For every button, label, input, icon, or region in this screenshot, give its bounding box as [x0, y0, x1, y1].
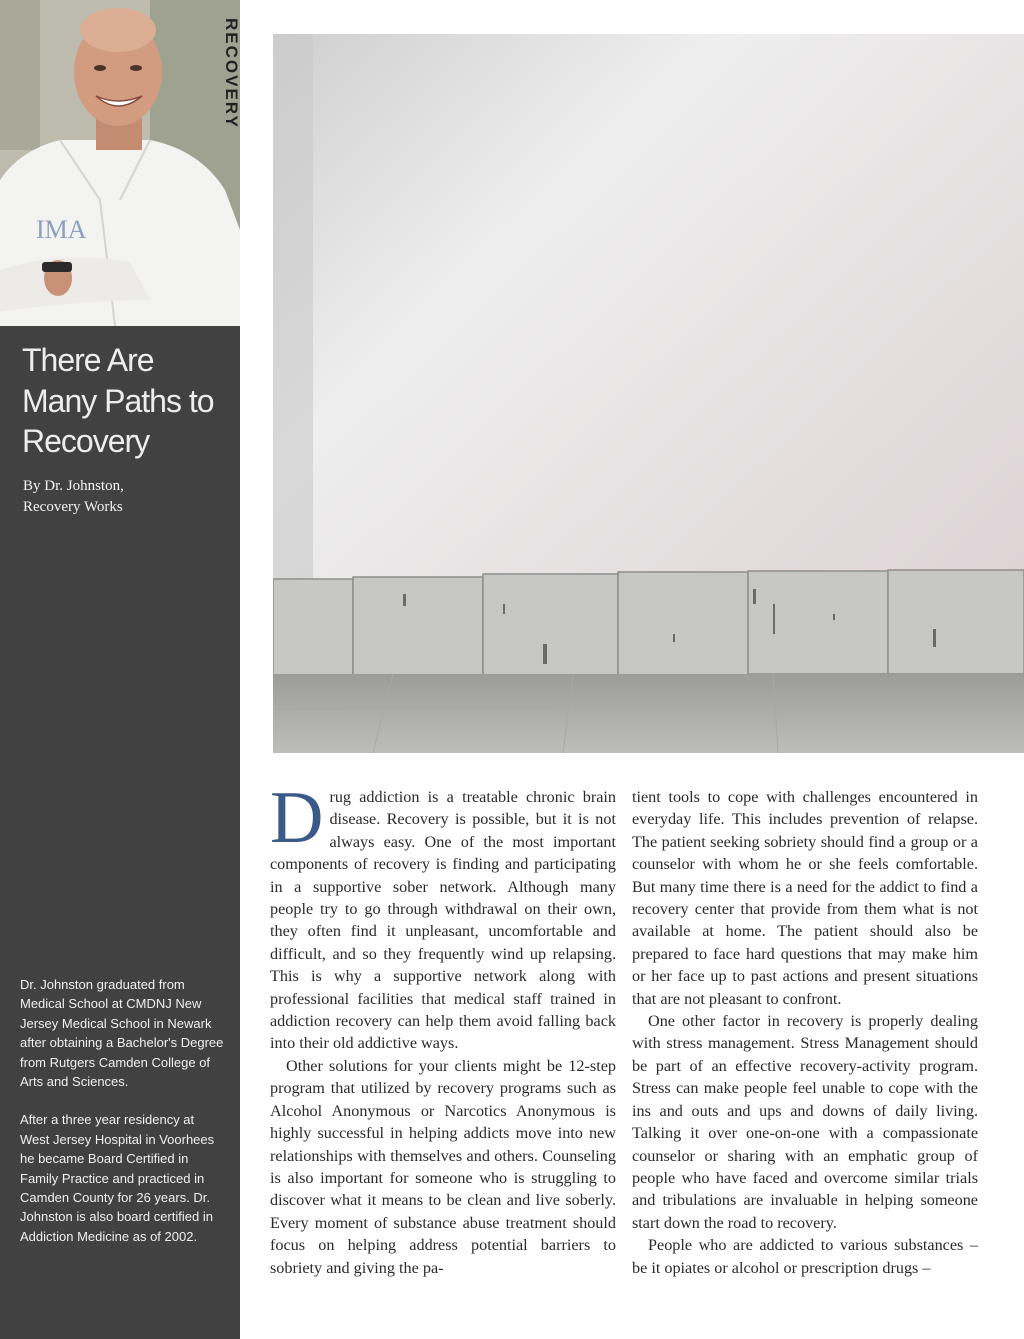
title-line: Recovery [22, 423, 150, 459]
svg-text:IMA: IMA [36, 215, 87, 244]
author-bio [20, 975, 225, 1265]
article-column-2 [632, 786, 978, 1279]
drop-cap: D [270, 777, 324, 859]
section-tag [221, 18, 241, 128]
byline [23, 476, 223, 518]
byline-author: By Dr. Johnston, [23, 478, 124, 494]
author-portrait [0, 0, 240, 326]
byline-org: Recovery Works [23, 499, 123, 515]
article-title [22, 340, 232, 462]
paragraph-text: rug addiction is a treatable chronic brain disease. Recovery is possible, but it is not always easy. One of the most important components of recovery is finding and participating in a supportive sober network. Although many people try to go through withdrawal on their own, they often find it unpleasant, uncomfortable and difficult, and so they frequently wind up relapsing. This is why a supportive network along with professional facilities that medical staff trained in addiction recovery can help them avoid falling back into their old addictive ways. [270, 788, 616, 1053]
title-line: Many Paths to [22, 382, 214, 419]
article-paragraph: tient tools to cope with challenges encountered in everyday life. This includes prevention of relapse. The patient seeking sobriety should find a group or a counselor with whom he or she feels comfortable. But many time there is a need for the addict to find a recovery center that provide from them what is not available at home. The patient should also be prepared to face hard questions that may make him or her face up to past actions and present situations that are not pleasant to confront. [632, 788, 978, 1008]
article-paragraph: Other solutions for your clients might be 12-step program that utilized by recovery programs such as Alcohol Anonymous or Narcotics Anonymous is highly successful in helping addicts move into new relationships with themselves and others. Counseling is also important for someone who is struggling to discover what it means to be clean and live soberly. Every moment of substance abuse treatment should focus on helping address potential barriers to sobriety and giving the pa- [270, 1056, 616, 1277]
hero-image [273, 34, 1024, 753]
author-photo [0, 0, 240, 326]
bio-paragraph: Dr. Johnston graduated from Medical School at CMDNJ New Jersey Medical School in Newark after obtaining a Bachelor's Degree from Rutgers Camden College of Arts and Sciences. [20, 977, 224, 1090]
section-tag-label: RECOVERY [222, 18, 241, 129]
title-line: There Are [22, 342, 154, 378]
article-column-1 [270, 777, 616, 1279]
article-paragraph: People who are addicted to various substances – be it opiates or alcohol or prescription drugs – [632, 1236, 978, 1277]
bio-paragraph: After a three year residency at West Jersey Hospital in Voorhees he became Board Certified in Family Practice and practiced in Camden County for 26 years. Dr. Johnston is also board certified in Addiction Medicine as of 2002. [20, 1112, 215, 1244]
empty-room-photo [273, 34, 1024, 753]
article-paragraph [270, 777, 616, 1055]
article-paragraph: One other factor in recovery is properly dealing with stress management. Stress Management should be part of an effective recovery-activity program. Stress can make people feel unable to cope with the ins and outs and ups and downs of daily living. Talking it over one-on-one with a compassionate counselor or sharing with an emphatic group of people who have faced and overcome similar trials and tribulations are invaluable in helping someone start down the road to recovery. [632, 1012, 978, 1232]
author-sidebar [0, 0, 240, 1339]
